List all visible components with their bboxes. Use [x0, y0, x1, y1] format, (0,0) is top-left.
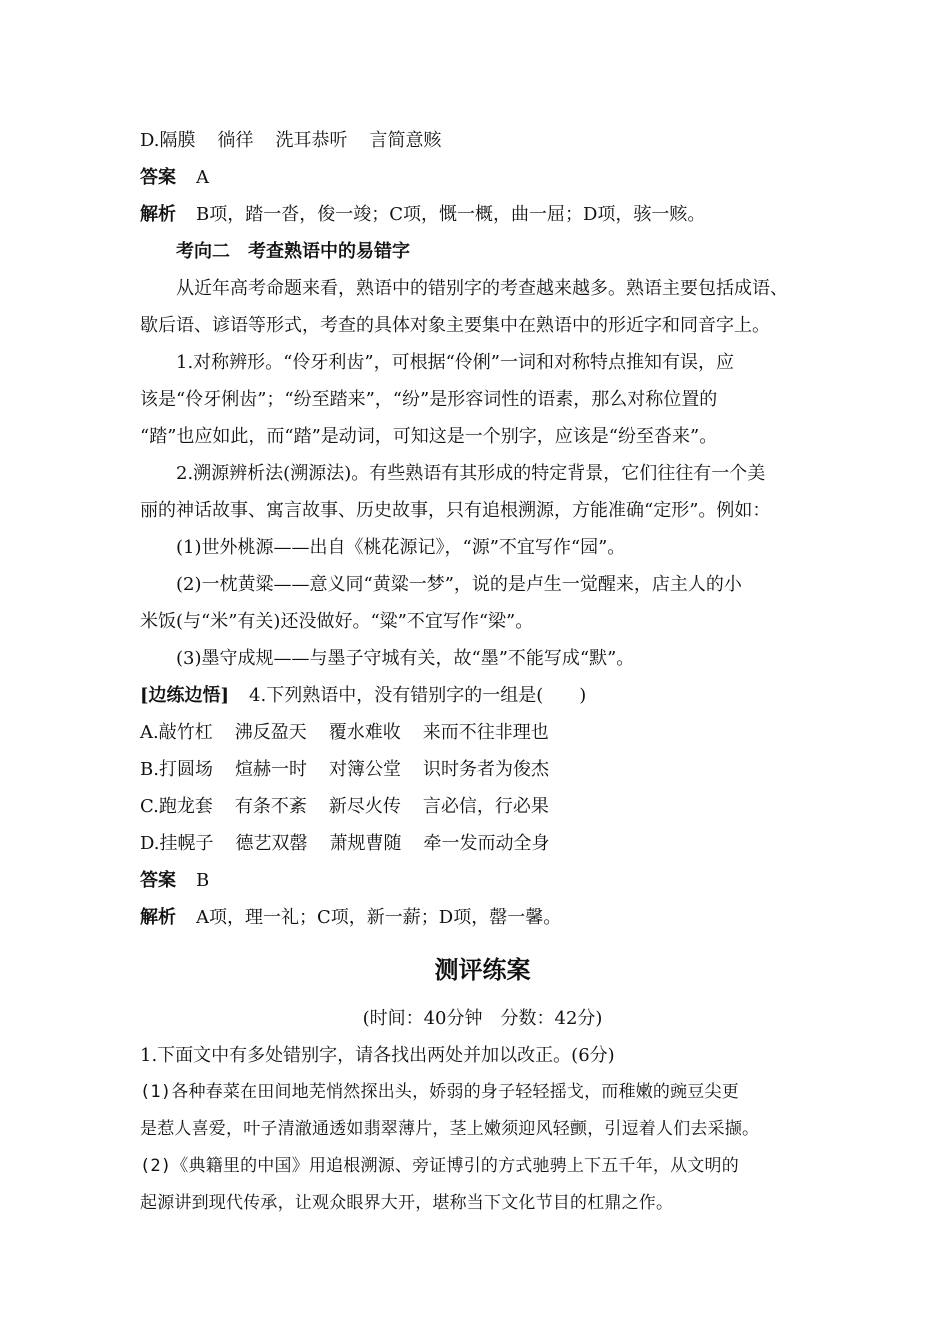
- option-item: 洗耳恭听: [275, 130, 348, 151]
- option-item: 沸反盈天: [234, 722, 307, 743]
- option-item: 新尽火传: [328, 796, 401, 817]
- option-item: 煊赫一时: [234, 759, 307, 780]
- option-label: C.: [140, 796, 159, 817]
- document-page: [140, 122, 825, 1222]
- analysis-label: 解析: [140, 204, 176, 225]
- answer-value: B: [196, 870, 210, 891]
- option-item: 敲竹杠: [158, 722, 213, 743]
- practice-tag: [边练边悟]: [140, 685, 230, 706]
- test-title: 测评练案: [434, 955, 531, 984]
- option-item: 牵一发而动全身: [423, 833, 550, 854]
- prev-option-d: [140, 122, 825, 159]
- prev-analysis: [140, 196, 825, 233]
- question-text: 4.下列熟语中，没有错别字的一组是( ): [249, 685, 587, 706]
- option-item: 识时务者为俊杰: [422, 759, 549, 780]
- option-label: D.: [140, 130, 160, 151]
- section-heading: 考向二 考查熟语中的易错字: [176, 241, 410, 262]
- paragraph-line: “踏”也应如此，而“踏”是动词，可知这是一个别字，应该是“纷至沓来”。: [140, 426, 718, 447]
- example-line: (3)墨守成规——与墨子守城有关，故“墨”不能写成“默”。: [176, 648, 635, 669]
- analysis-label: 解析: [140, 907, 176, 928]
- option-d: [140, 825, 825, 862]
- option-item: 对簿公堂: [328, 759, 401, 780]
- option-item: 覆水难收: [328, 722, 401, 743]
- q4-answer: [140, 862, 825, 899]
- paragraph-line: 从近年高考命题来看，熟语中的错别字的考查越来越多。熟语主要包括成语、: [176, 278, 788, 299]
- option-item: 隔膜: [159, 130, 196, 151]
- test-question-1: 1.下面文中有多处错别字，请各找出两处并加以改正。(6分): [140, 1045, 615, 1066]
- answer-value: A: [196, 167, 209, 188]
- question-4-stem: [140, 677, 825, 714]
- passage-line: (1)各种春菜在田间地芜悄然探出头，娇弱的身子轻轻摇戈，而稚嫩的豌豆尖更: [140, 1082, 739, 1102]
- option-item: 德艺双罄: [235, 833, 308, 854]
- option-a: [140, 714, 825, 751]
- q4-analysis: [140, 899, 825, 936]
- test-meta: (时间：40分钟 分数：42分): [362, 1008, 603, 1029]
- prev-answer: [140, 159, 825, 196]
- example-line: (2)一枕黄粱——意义同“黄粱一梦”，说的是卢生一觉醒来，店主人的小: [176, 574, 742, 595]
- option-item: 有条不紊: [234, 796, 307, 817]
- example-line: 米饭(与“米”有关)还没做好。“粱”不宜写作“梁”。: [140, 611, 534, 632]
- option-item: 徜徉: [217, 130, 254, 151]
- example-line: (1)世外桃源——出自《桃花源记》，“源”不宜写作“园”。: [176, 537, 626, 558]
- passage-line: 是惹人喜爱，叶子清澈通透如翡翠薄片，茎上嫩须迎风轻颤，引逗着人们去采撷。: [140, 1119, 760, 1139]
- option-label: B.: [140, 759, 159, 780]
- analysis-text: B项，踏一沓，俊一竣；C项，慨一概，曲一屈；D项，骇一赅。: [196, 204, 706, 225]
- passage-line: 起源讲到现代传承，让观众眼界大开，堪称当下文化节目的杠鼎之作。: [140, 1193, 674, 1213]
- option-item: 来而不往非理也: [422, 722, 549, 743]
- option-label: A.: [140, 722, 159, 743]
- option-item: 挂幌子: [159, 833, 214, 854]
- option-item: 跑龙套: [158, 796, 213, 817]
- option-item: 言必信，行必果: [422, 796, 549, 817]
- answer-label: 答案: [140, 870, 176, 891]
- analysis-text: A项，理一礼；C项，新一薪；D项，罄一馨。: [196, 907, 562, 928]
- option-item: 言简意赅: [369, 130, 442, 151]
- passage-line: (2)《典籍里的中国》用追根溯源、旁证博引的方式驰骋上下五千年，从文明的: [140, 1156, 739, 1176]
- option-item: 萧规曹随: [329, 833, 402, 854]
- paragraph-line: 歇后语、谚语等形式，考查的具体对象主要集中在熟语中的形近字和同音字上。: [140, 315, 770, 336]
- option-item: 打圆场: [158, 759, 213, 780]
- answer-label: 答案: [140, 167, 176, 188]
- paragraph-line: 1.对称辨形。“伶牙利齿”，可根据“伶俐”一词和对称特点推知有误，应: [176, 352, 734, 373]
- paragraph-line: 该是“伶牙俐齿”；“纷至踏来”，“纷”是形容词性的语素，那么对称位置的: [140, 389, 718, 410]
- option-label: D.: [140, 833, 160, 854]
- option-b: [140, 751, 825, 788]
- paragraph-line: 丽的神话故事、寓言故事、历史故事，只有追根溯源，方能准确“定形”。例如：: [140, 500, 771, 521]
- paragraph-line: 2.溯源辨析法(溯源法)。有些熟语有其形成的特定背景，它们往往有一个美: [176, 463, 766, 484]
- option-c: [140, 788, 825, 825]
